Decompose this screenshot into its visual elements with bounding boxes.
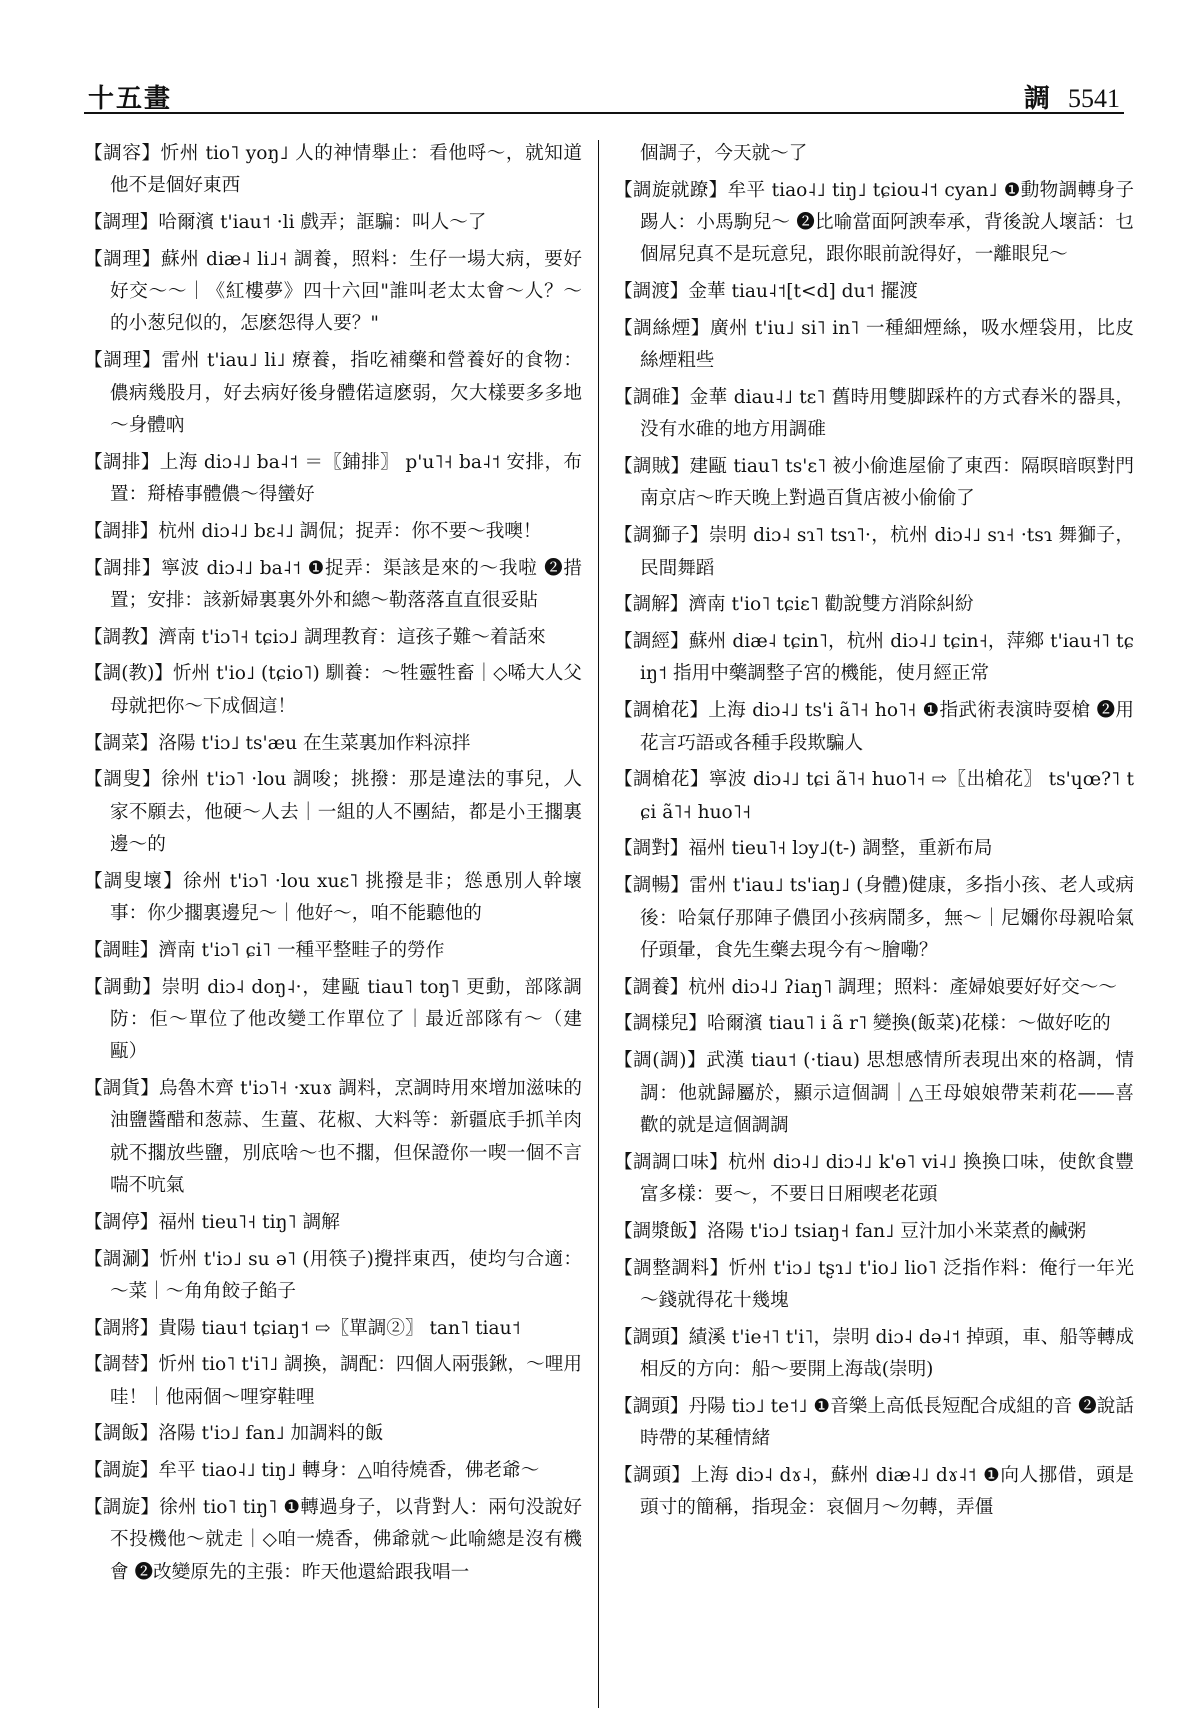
dictionary-entry: 【調叟】徐州 t'iɔ˥ ·lou 調唆；挑撥：那是違法的事兒，人家不願去，他硬～人去｜一組的人不團結，都是小王擱裏邊～的 bbox=[84, 769, 582, 855]
dictionary-entry: 【調替】忻州 tio˥ t'i˥˩ 調換，調配：四個人兩張鍬，～哩用哇！｜他兩個～哩穿鞋哩 bbox=[84, 1354, 582, 1408]
dictionary-entry: 【調暢】雷州 t'iau˩ ts'iaŋ˩ (身體)健康，多指小孩、老人或病後：哈氣仔那陣子儂囝小孩病鬧多，無～｜尼嬭你母親哈氣仔頭暈，食先生藥去現今有～膾嘞？ bbox=[614, 875, 1134, 961]
dictionary-entry: 【調獅子】崇明 diɔ˨ sɿ˥ tsɿ˥·，杭州 diɔ˨˩ sɿ˧ ·tsɿ 舞獅子，民間舞蹈 bbox=[614, 525, 1134, 579]
dictionary-entry: 【調排】上海 diɔ˨˩ ba˨˦ ＝〖鋪排〗 p'u˥˧ ba˨˦ 安排，布置：搿椿事體儂～得蠻好 bbox=[84, 451, 582, 505]
left-column bbox=[84, 138, 582, 1593]
header-rule bbox=[84, 112, 1124, 114]
dictionary-entry: 【調頭】上海 diɔ˨ dɤ˨，蘇州 diæ˨˩ dɤ˨˦ ❶向人挪借，頭是頭寸的簡稱，指現金：哀個月～勿轉，弄僵 bbox=[614, 1464, 1134, 1519]
entry-continuation: 個調子，今天就～了 bbox=[640, 143, 808, 164]
dictionary-entry: 【調容】忻州 tio˥ yoŋ˩ 人的神情舉止：看他哷～，就知道他不是個好東西 bbox=[84, 143, 582, 197]
dictionary-entry: 【調停】福州 tieu˥˧ tiŋ˥ 調解 bbox=[84, 1211, 340, 1233]
dictionary-entry: 【調養】杭州 diɔ˨˩ ʔiaŋ˥ 調理；照料：產婦娘要好好交～～ bbox=[614, 976, 1117, 998]
dictionary-entry: 【調(調)】武漢 tiau˦ (·tiau) 思想感情所表現出來的格調，情調：他就歸屬於，顯示這個調｜△王母娘娘帶茉莉花——喜歡的就是這個調調 bbox=[614, 1050, 1134, 1136]
dictionary-entry: 【調動】崇明 diɔ˨ doŋ˨·，建甌 tiau˥ toŋ˥ 更動，部隊調防：佢～單位了他改變工作單位了｜最近部隊有～（建甌） bbox=[84, 976, 582, 1063]
dictionary-entry: 【調解】濟南 t'io˥ tɕiɛ˥ 勸說雙方消除糾紛 bbox=[614, 594, 974, 616]
dictionary-entry: 【調賊】建甌 tiau˥ ts'ɛ˥ 被小偷進屋偷了東西：隔暝暗暝對門南京店～昨天晚上對過百貨店被小偷偷了 bbox=[614, 456, 1134, 510]
dictionary-entry: 【調菜】洛陽 t'iɔ˩ ts'æu 在生菜裏加作料涼拌 bbox=[84, 732, 471, 754]
dictionary-entry: 【調經】蘇州 diæ˨ tɕin˥，杭州 diɔ˨˩ tɕin˧，萍鄉 t'iau˧˥ tɕiŋ˦ 指用中藥調整子宮的機能，使月經正常 bbox=[614, 631, 1134, 685]
dictionary-entry: 【調理】哈爾濱 t'iau˦ ·li 戲弄；誆騙：叫人～了 bbox=[84, 212, 487, 234]
running-head bbox=[1024, 78, 1120, 115]
dictionary-entry: 【調旋就蹽】牟平 tiao˨˩ tiŋ˩ tɕiou˨˦ cyan˩ ❶動物調轉身子踢人：小馬駒兒～ ❷比喻當面阿諛奉承，背後說人壞話：乜個屌兒真不是玩意兒，跟你眼前說得好，一離眼兒～ bbox=[614, 179, 1134, 266]
head-character: 調 bbox=[1023, 84, 1050, 114]
dictionary-entry: 【調槍花】寧波 diɔ˨˩ tɕi ã˥˧ huo˥˧ ⇨〖出槍花〗 ts'ɥœ?˥ tɕi ã˥˧ huo˥˧ bbox=[614, 769, 1134, 823]
page-number: 5541 bbox=[1068, 84, 1120, 113]
dictionary-entry: 【調飯】洛陽 t'iɔ˩ fan˩ 加調料的飯 bbox=[84, 1423, 384, 1445]
dictionary-entry: 【調教】濟南 t'iɔ˥˧ tɕiɔ˩ 調理教育：這孩子難～着話來 bbox=[84, 626, 546, 648]
right-column bbox=[614, 138, 1134, 1529]
dictionary-entry: 【調貨】烏魯木齊 t'iɔ˥˧ ·xuɤ 調料，烹調時用來增加滋味的油鹽醬醋和葱蒜、生薑、花椒、大料等：新疆底手抓羊肉就不擱放些鹽，別底啥～也不擱，但保證你一喫一個不言喘不吭氣 bbox=[84, 1078, 582, 1196]
page-header bbox=[88, 78, 1120, 116]
dictionary-entry: 【調旋】徐州 tio˥ tiŋ˥ ❶轉過身子，以背對人：兩句没說好不投機他～就走｜◇咱一燒香，佛爺就～此喻總是沒有機會 ❷改變原先的主張：昨天他還給跟我唱一 bbox=[84, 1497, 582, 1583]
dictionary-entry: 【調將】貴陽 tiau˦ tɕiaŋ˦ ⇨〖單調②〗 tan˥ tiau˦ bbox=[84, 1317, 521, 1339]
dictionary-entry: 【調頭】績溪 t'ie˧˥ t'i˥，崇明 diɔ˨ də˨˦ 掉頭，車、船等轉成相反的方向：船～要開上海哉(崇明) bbox=[614, 1326, 1134, 1380]
dictionary-entry: 【調漿飯】洛陽 t'iɔ˩ tsiaŋ˧ fan˩ 豆汁加小米菜煮的鹹粥 bbox=[614, 1220, 1087, 1242]
dictionary-entry: 【調理】蘇州 diæ˨ li˩˧ 調養，照料：生仔一場大病，要好好交～～｜《紅樓夢》四十六回"誰叫老太太會～人？～的小葱兒似的，怎麽怨得人要？" bbox=[84, 248, 582, 335]
dictionary-entry: 【調頭】丹陽 tiɔ˩ te˦˩ ❶音樂上高低長短配合成組的音 ❷說話時帶的某種情緒 bbox=[614, 1395, 1134, 1449]
dictionary-entry: 【調碓】金華 diau˨˩ tɛ˥ 舊時用雙脚踩杵的方式舂米的器具，没有水碓的地方用調碓 bbox=[614, 387, 1134, 441]
dictionary-entry: 【調叟壞】徐州 t'iɔ˥ ·lou xuɛ˥ 挑撥是非；慫恿別人幹壞事：你少擱裏邊兒～｜他好～，咱不能聽他的 bbox=[84, 870, 582, 925]
dictionary-entry: 【調對】福州 tieu˥˧ lɔy˩(t-) 調整，重新布局 bbox=[614, 838, 993, 860]
section-title: 十五畫 bbox=[88, 84, 173, 114]
column-divider bbox=[598, 140, 599, 1708]
dictionary-entry: 【調整調料】忻州 t'iɔ˩ tʂɿ˩ t'io˩ lio˥ 泛指作料：俺行一年光～錢就得花十幾塊 bbox=[614, 1257, 1134, 1311]
dictionary-entry: 【調樣兒】哈爾濱 tiau˥ i ã r˥ 變換(飯菜)花樣：～做好吃的 bbox=[614, 1013, 1111, 1035]
dictionary-entry: 【調(教)】忻州 t'io˩ (tɕio˥) 馴養：～牲靈牲畜｜◇唏大人父母就把你～下成個這！ bbox=[84, 663, 582, 717]
dictionary-entry: 【調旋】牟平 tiao˨˩ tiŋ˩ 轉身：△咱待燒香，佛老爺～ bbox=[84, 1460, 540, 1482]
dictionary-entry: 【調渡】金華 tiau˨˦[t<d] du˦ 擺渡 bbox=[614, 281, 918, 303]
dictionary-entry: 【調理】雷州 t'iau˩ li˩ 療養，指吃補藥和營養好的食物：儂病幾股月，好去病好後身體偌這麽弱，欠大樣要多多地～身體吶 bbox=[84, 350, 582, 436]
dictionary-entry: 【調排】杭州 diɔ˨˩ bɛ˨˩ 調侃；捉弄：你不要～我噢！ bbox=[84, 520, 542, 542]
dictionary-entry: 【調涮】忻州 t'iɔ˩ su ə˥ (用筷子)攪拌東西，使均勻合適：～菜｜～角角餃子餡子 bbox=[84, 1248, 582, 1302]
dictionary-entry: 【調畦】濟南 t'iɔ˥ ɕi˥ 一種平整畦子的勞作 bbox=[84, 939, 445, 961]
dictionary-entry: 【調絲煙】廣州 t'iu˩ si˥ in˥ 一種細煙絲，吸水煙袋用，比皮絲煙粗些 bbox=[614, 317, 1134, 372]
dictionary-entry: 【調調口味】杭州 diɔ˨˩ diɔ˨˩ k'ɵ˥ vi˨˩ 換換口味，使飲食豐富多樣：要～，不要日日厢喫老花頭 bbox=[614, 1151, 1134, 1205]
dictionary-entry: 【調槍花】上海 diɔ˨˩ ts'i ã˥˧ ho˥˧ ❶指武術表演時耍槍 ❷用花言巧語或各種手段欺騙人 bbox=[614, 700, 1134, 754]
dictionary-entry: 【調排】寧波 diɔ˨˩ ba˨˦ ❶捉弄：渠該是來的～我啦 ❷措置；安排：該新婦裏裏外外和總～勒落落直直很妥貼 bbox=[84, 557, 582, 611]
